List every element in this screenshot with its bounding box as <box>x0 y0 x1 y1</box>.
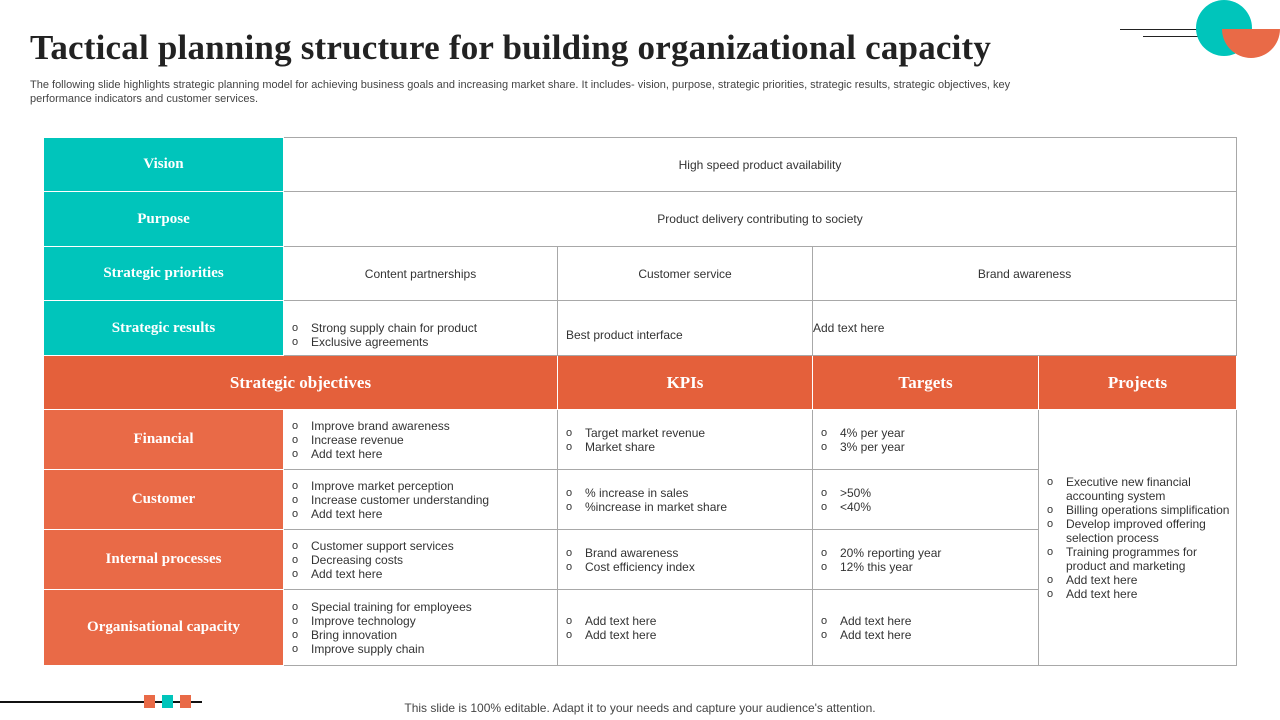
kpi-items <box>558 470 813 530</box>
list-item: o Improve market perception <box>292 479 557 493</box>
results-col3: Add text here <box>813 301 1237 356</box>
priority-item: Customer service <box>558 247 813 301</box>
list-item: o Cost efficiency index <box>566 560 812 574</box>
target-items <box>813 590 1039 666</box>
list-item: o Add text here <box>292 447 557 461</box>
list-item: o Improve brand awareness <box>292 419 557 433</box>
objectives-header-row <box>44 356 1237 410</box>
list-item: o 12% this year <box>821 560 1038 574</box>
vision-row <box>44 138 1237 192</box>
results-col2 <box>558 301 813 356</box>
list-item: o Bring innovation <box>292 628 557 642</box>
target-items <box>813 410 1039 470</box>
kpi-items <box>558 590 813 666</box>
list-item: o Billing operations simplification <box>1047 503 1236 517</box>
list-item: o Improve supply chain <box>292 642 557 656</box>
objective-label: Internal processes <box>44 530 284 590</box>
list-item: o Add text here <box>1047 573 1236 587</box>
list-item: o Add text here <box>292 507 557 521</box>
list-item: o Market share <box>566 440 812 454</box>
results-col2-text: Best product interface <box>566 327 683 342</box>
list-item: o %increase in market share <box>566 500 812 514</box>
list-item: o >50% <box>821 486 1038 500</box>
vision-label: Vision <box>44 138 284 192</box>
priority-item: Content partnerships <box>284 247 558 301</box>
list-item: o Add text here <box>821 614 1038 628</box>
objective-items <box>284 470 558 530</box>
list-item: o Add text here <box>566 628 812 642</box>
purpose-label: Purpose <box>44 192 284 247</box>
objective-label: Financial <box>44 410 284 470</box>
header-targets: Targets <box>813 356 1039 410</box>
objective-row-financial <box>44 410 1237 470</box>
list-item: o Executive new financial accounting system <box>1047 475 1236 503</box>
objective-items <box>284 410 558 470</box>
target-items <box>813 530 1039 590</box>
priority-item: Brand awareness <box>813 247 1237 301</box>
objective-label: Organisational capacity <box>44 590 284 666</box>
page-subtitle: The following slide highlights strategic planning model for achieving business goals and increasing market share. It includes- vision, purpose, strategic priorities, strategic results, strategic objectives, key performance indicators and customer services. <box>30 79 1011 105</box>
header-objectives: Strategic objectives <box>44 356 558 410</box>
list-item: o 4% per year <box>821 426 1038 440</box>
priorities-row <box>44 247 1237 301</box>
planning-table <box>43 137 1237 666</box>
list-item: o Develop improved offering selection process <box>1047 517 1236 545</box>
projects-cell <box>1039 410 1237 666</box>
results-row <box>44 301 1237 356</box>
target-items <box>813 470 1039 530</box>
objective-label: Customer <box>44 470 284 530</box>
list-item: o Target market revenue <box>566 426 812 440</box>
list-item: o % increase in sales <box>566 486 812 500</box>
list-item: o Decreasing costs <box>292 553 557 567</box>
list-item: o Customer support services <box>292 539 557 553</box>
list-item: o 20% reporting year <box>821 546 1038 560</box>
footer-note: This slide is 100% editable. Adapt it to your needs and capture your audience's attention. <box>404 701 876 715</box>
header-projects: Projects <box>1039 356 1237 410</box>
list-item: o Increase customer understanding <box>292 493 557 507</box>
list-item: o Brand awareness <box>566 546 812 560</box>
vision-value: High speed product availability <box>284 138 1237 192</box>
kpi-items <box>558 530 813 590</box>
kpi-items <box>558 410 813 470</box>
header-kpis: KPIs <box>558 356 813 410</box>
purpose-row <box>44 192 1237 247</box>
objective-items <box>284 530 558 590</box>
list-item: o <40% <box>821 500 1038 514</box>
priorities-label: Strategic priorities <box>44 247 284 301</box>
list-item: o Increase revenue <box>292 433 557 447</box>
list-item: o Add text here <box>292 567 557 581</box>
results-label: Strategic results <box>44 301 284 356</box>
decorative-orange-half-circle <box>1222 29 1280 58</box>
list-item: o Add text here <box>821 628 1038 642</box>
results-col1 <box>284 301 558 356</box>
list-item: o Add text here <box>1047 587 1236 601</box>
list-item: o Improve technology <box>292 614 557 628</box>
page-title: Tactical planning structure for building organizational capacity <box>30 28 992 67</box>
list-item: o Exclusive agreements <box>292 335 557 349</box>
purpose-value: Product delivery contributing to society <box>284 192 1237 247</box>
list-item: o Add text here <box>566 614 812 628</box>
list-item: o Special training for employees <box>292 600 557 614</box>
list-item: o Training programmes for product and marketing <box>1047 545 1236 573</box>
objective-items <box>284 590 558 666</box>
list-item: o 3% per year <box>821 440 1038 454</box>
list-item: o Strong supply chain for product <box>292 321 557 335</box>
